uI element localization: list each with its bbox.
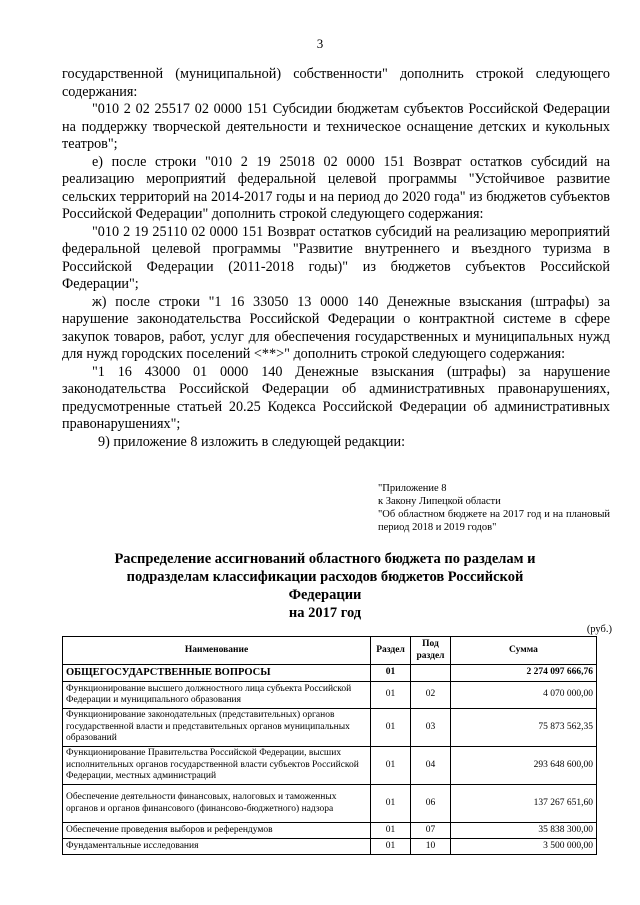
cell-subsection: 02 xyxy=(411,682,451,709)
page-number: 3 xyxy=(316,36,324,51)
cell-section: 01 xyxy=(371,682,411,709)
paragraph-item-9: 9) приложение 8 изложить в следующей редакции: xyxy=(98,433,406,450)
cell-name: Функционирование законодательных (представительных) органов государственной власти и представительных органов муниципальных образований xyxy=(63,709,371,747)
table-row xyxy=(63,785,597,823)
header-subsection: Под раздел xyxy=(411,637,451,665)
paragraph-subsidy-line: "010 2 02 25517 02 0000 151 Субсидии бюджетам субъектов Российской Федерации на поддержку творческой деятельности и техническое оснащение детских и кукольных театров"; xyxy=(62,101,610,152)
cell-amount: 4 070 000,00 xyxy=(451,682,597,709)
header-name: Наименование xyxy=(63,637,371,665)
cell-amount: 3 500 000,00 xyxy=(451,839,597,855)
table-row xyxy=(63,665,597,682)
cell-section: 01 xyxy=(371,839,411,855)
table-row xyxy=(63,747,597,785)
header-amount: Сумма xyxy=(451,637,597,665)
table-row xyxy=(63,823,597,839)
paragraph-item-zh: ж) после строки "1 16 33050 13 0000 140 Денежные взыскания (штрафы) за нарушение законодательства Российской Федерации о контрактной системе в сфере закупок товаров, работ, услуг для обеспечения государственных и муниципальных нужд для нужд городских поселений <**>" дополнить строкой следующего содержания: xyxy=(62,293,610,362)
budget-table xyxy=(62,636,597,855)
cell-section: 01 xyxy=(371,709,411,747)
table-row xyxy=(63,839,597,855)
title-line: подразделам классификации расходов бюджетов Российской Федерации xyxy=(126,569,524,603)
cell-amount: 75 873 562,35 xyxy=(451,709,597,747)
appendix-note-line: к Закону Липецкой области xyxy=(378,496,501,507)
cell-amount: 293 648 600,00 xyxy=(451,747,597,785)
appendix-note xyxy=(378,482,610,534)
cell-name: Фундаментальные исследования xyxy=(63,839,371,855)
document-body xyxy=(62,66,610,451)
cell-section: 01 xyxy=(371,665,411,682)
title-line: на 2017 год xyxy=(288,605,362,621)
units-label: (руб.) xyxy=(586,624,612,635)
cell-name: ОБЩЕГОСУДАРСТВЕННЫЕ ВОПРОСЫ xyxy=(63,665,371,682)
cell-subsection xyxy=(411,665,451,682)
cell-name: Обеспечение деятельности финансовых, налоговых и таможенных органов и органов финансового (финансово-бюджетного) надзора xyxy=(63,785,371,823)
cell-section: 01 xyxy=(371,785,411,823)
cell-subsection: 06 xyxy=(411,785,451,823)
cell-subsection: 07 xyxy=(411,823,451,839)
appendix-note-line: "Об областном бюджете на 2017 год и на плановый период 2018 и 2019 годов" xyxy=(378,509,610,533)
cell-amount: 2 274 097 666,76 xyxy=(451,665,597,682)
cell-amount: 35 838 300,00 xyxy=(451,823,597,839)
cell-name: Функционирование Правительства Российской Федерации, высших исполнительных органов государственной власти субъектов Российской Федерации, местных администраций xyxy=(63,747,371,785)
table-header-row xyxy=(63,637,597,665)
paragraph-return-line: "010 2 19 25110 02 0000 151 Возврат остатков субсидий на реализацию мероприятий федеральной целевой программы "Развитие внутреннего и въездного туризма в Российской Федерации (2011-2018 годы)" из бюджетов субъектов Российской Федерации"; xyxy=(62,223,610,292)
cell-subsection: 10 xyxy=(411,839,451,855)
cell-name: Обеспечение проведения выборов и референдумов xyxy=(63,823,371,839)
title-line: Распределение ассигнований областного бюджета по разделам и xyxy=(114,551,536,567)
document-title xyxy=(90,550,560,622)
cell-section: 01 xyxy=(371,747,411,785)
table-row xyxy=(63,709,597,747)
paragraph-item-e: е) после строки "010 2 19 25018 02 0000 151 Возврат остатков субсидий на реализацию мероприятий федеральной целевой программы "Устойчивое развитие сельских территорий на 2014-2017 годы и на период до 2020 года" из бюджетов субъектов Российской Федерации" дополнить строкой следующего содержания: xyxy=(62,153,610,222)
cell-subsection: 03 xyxy=(411,709,451,747)
cell-name: Функционирование высшего должностного лица субъекта Российской Федерации и муниципального образования xyxy=(63,682,371,709)
cell-amount: 137 267 651,60 xyxy=(451,785,597,823)
cell-subsection: 04 xyxy=(411,747,451,785)
header-section: Раздел xyxy=(371,637,411,665)
paragraph-penalty-line: "1 16 43000 01 0000 140 Денежные взыскания (штрафы) за нарушение законодательства Российской Федерации об административных правонарушениях, предусмотренные статьей 20.25 Кодекса Российской Федерации об административных правонарушениях"; xyxy=(62,363,610,432)
appendix-note-line: "Приложение 8 xyxy=(378,483,447,494)
paragraph-continuation: государственной (муниципальной) собственности" дополнить строкой следующего содержания: xyxy=(62,66,610,100)
cell-section: 01 xyxy=(371,823,411,839)
table-row xyxy=(63,682,597,709)
